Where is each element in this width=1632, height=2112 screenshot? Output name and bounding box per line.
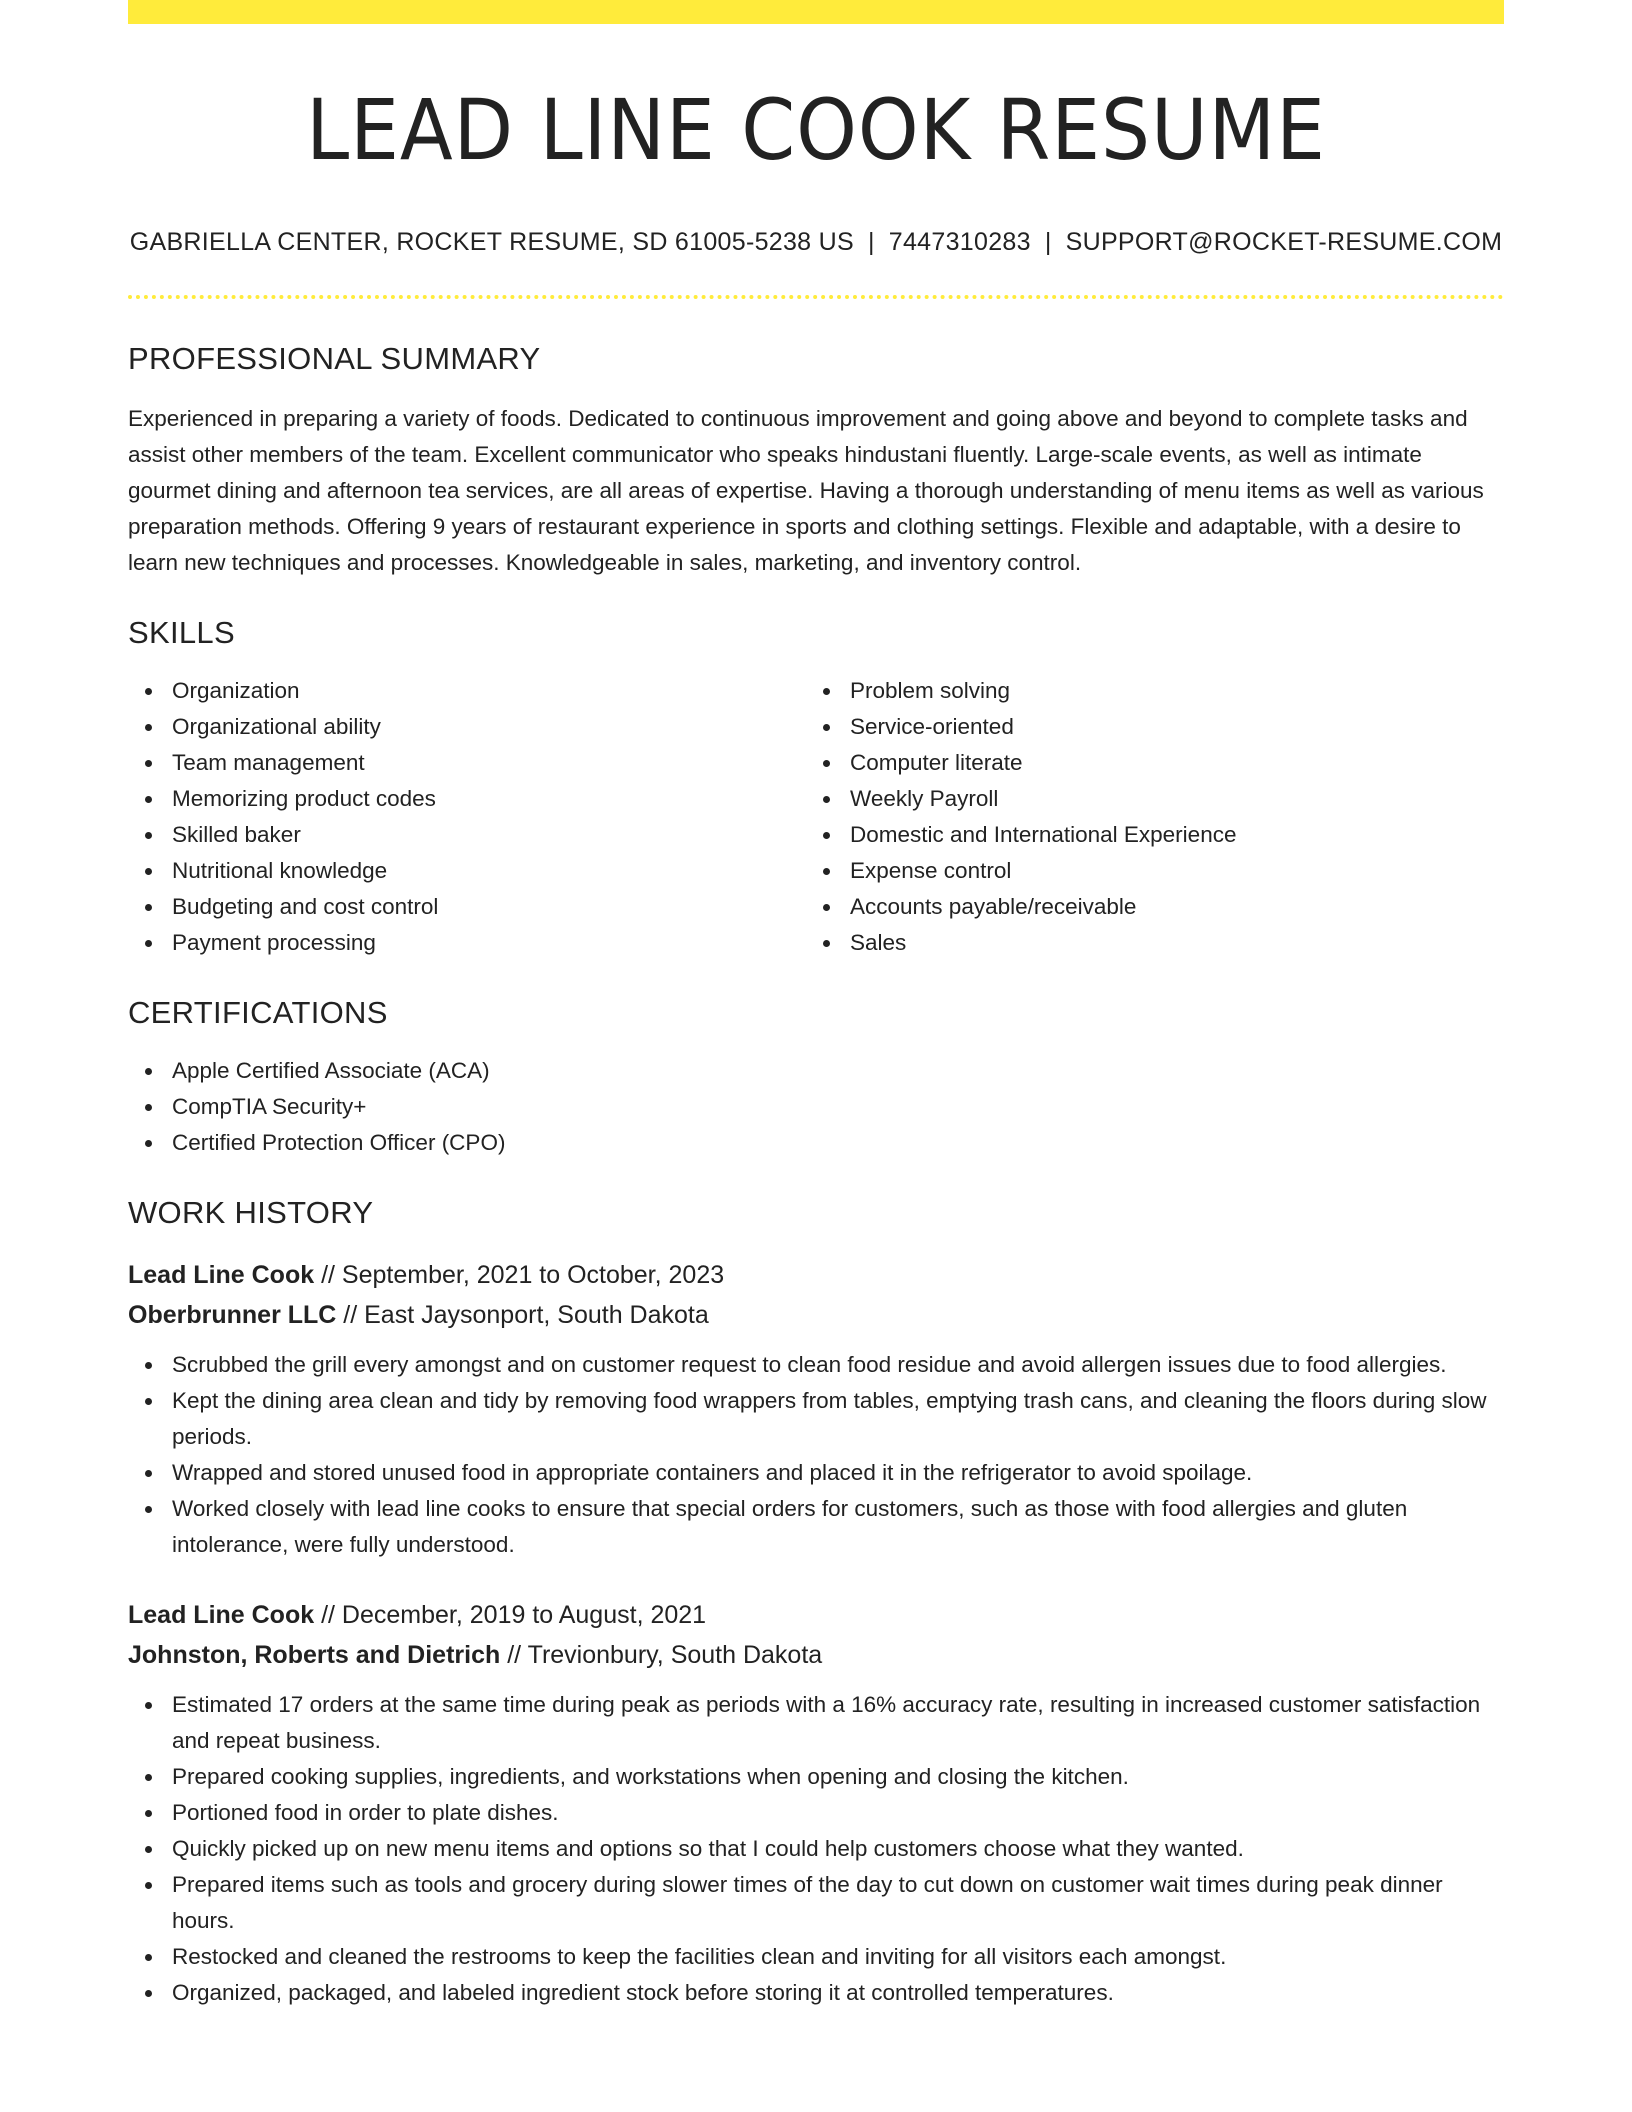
skills-list-left: [128, 673, 806, 961]
job-bullet: Organized, packaged, and labeled ingredient stock before storing it at controlled temperatures.: [128, 1975, 1504, 2011]
skill-item: Organization: [128, 673, 806, 709]
skills-list-right: [806, 673, 1504, 961]
top-accent-bar: [128, 0, 1504, 24]
skill-item: Problem solving: [806, 673, 1504, 709]
contact-email: SUPPORT@ROCKET-RESUME.COM: [1065, 228, 1503, 257]
dotted-divider: [128, 295, 1504, 299]
job-bullet-list: [128, 1347, 1504, 1563]
job-company-line: [128, 1635, 1504, 1675]
job-bullet: Wrapped and stored unused food in appropriate containers and placed it in the refrigerator to avoid spoilage.: [128, 1455, 1504, 1491]
contact-separator: |: [1044, 228, 1052, 257]
skill-item: Payment processing: [128, 925, 806, 961]
job-bullet: Worked closely with lead line cooks to ensure that special orders for customers, such as those with food allergies and gluten intolerance, were fully understood.: [128, 1491, 1504, 1563]
skill-item: Sales: [806, 925, 1504, 961]
job-dates: // September, 2021 to October, 2023: [314, 1261, 725, 1290]
skills-grid: [128, 673, 1504, 961]
summary-heading: PROFESSIONAL SUMMARY: [128, 341, 541, 377]
job-company: Johnston, Roberts and Dietrich: [128, 1641, 501, 1670]
job-entry: [128, 1255, 1504, 1563]
skill-item: Organizational ability: [128, 709, 806, 745]
job-bullet: Portioned food in order to plate dishes.: [128, 1795, 1504, 1831]
job-bullet-list: [128, 1687, 1504, 2011]
certification-item: Apple Certified Associate (ACA): [128, 1053, 1504, 1089]
job-bullet: Kept the dining area clean and tidy by removing food wrappers from tables, emptying trash cans, and cleaning the floors during slow periods.: [128, 1383, 1504, 1455]
certifications-heading: CERTIFICATIONS: [128, 995, 388, 1031]
contact-line: [128, 228, 1504, 257]
job-company-line: [128, 1295, 1504, 1335]
job-bullet: Scrubbed the grill every amongst and on customer request to clean food residue and avoid allergen issues due to food allergies.: [128, 1347, 1504, 1383]
skill-item: Expense control: [806, 853, 1504, 889]
job-dates: // December, 2019 to August, 2021: [314, 1601, 707, 1630]
job-bullet: Prepared items such as tools and grocery during slower times of the day to cut down on customer wait times during peak dinner hours.: [128, 1867, 1504, 1939]
skill-item: Team management: [128, 745, 806, 781]
job-title-line: [128, 1255, 1504, 1295]
resume-title: LEAD LINE COOK RESUME: [306, 81, 1326, 179]
certification-item: CompTIA Security+: [128, 1089, 1504, 1125]
job-bullet: Prepared cooking supplies, ingredients, and workstations when opening and closing the kitchen.: [128, 1759, 1504, 1795]
certification-item: Certified Protection Officer (CPO): [128, 1125, 1504, 1161]
skill-item: Service-oriented: [806, 709, 1504, 745]
resume-page: [128, 0, 1504, 2011]
work-history-heading: WORK HISTORY: [128, 1195, 374, 1231]
job-title-line: [128, 1595, 1504, 1635]
skill-item: Memorizing product codes: [128, 781, 806, 817]
skills-heading: SKILLS: [128, 615, 235, 651]
job-location: // Trevionbury, South Dakota: [500, 1641, 823, 1670]
certifications-list: [128, 1053, 1504, 1161]
skill-item: Weekly Payroll: [806, 781, 1504, 817]
skill-item: Domestic and International Experience: [806, 817, 1504, 853]
job-entry: [128, 1595, 1504, 2011]
skill-item: Accounts payable/receivable: [806, 889, 1504, 925]
skill-item: Nutritional knowledge: [128, 853, 806, 889]
job-bullet: Quickly picked up on new menu items and options so that I could help customers choose what they wanted.: [128, 1831, 1504, 1867]
skill-item: Skilled baker: [128, 817, 806, 853]
skill-item: Computer literate: [806, 745, 1504, 781]
job-bullet: Estimated 17 orders at the same time during peak as periods with a 16% accuracy rate, resulting in increased customer satisfaction and repeat business.: [128, 1687, 1504, 1759]
job-title: Lead Line Cook: [128, 1601, 315, 1630]
contact-phone: 7447310283: [888, 228, 1031, 257]
contact-separator: |: [867, 228, 875, 257]
summary-text: Experienced in preparing a variety of foods. Dedicated to continuous improvement and going above and beyond to complete tasks and assist other members of the team. Excellent communicator who speaks hindustani fluently. Large-scale events, as well as intimate gourmet dining and afternoon tea services, are all areas of expertise. Having a thorough understanding of menu items as well as various preparation methods. Offering 9 years of restaurant experience in sports and clothing settings. Flexible and adaptable, with a desire to learn new techniques and processes. Knowledgeable in sales, marketing, and inventory control.: [128, 406, 1484, 576]
skill-item: Budgeting and cost control: [128, 889, 806, 925]
job-location: // East Jaysonport, South Dakota: [336, 1301, 709, 1330]
job-bullet: Restocked and cleaned the restrooms to keep the facilities clean and inviting for all visitors each amongst.: [128, 1939, 1504, 1975]
job-title: Lead Line Cook: [128, 1261, 315, 1290]
job-company: Oberbrunner LLC: [128, 1301, 337, 1330]
contact-address: GABRIELLA CENTER, ROCKET RESUME, SD 61005-5238 US: [129, 228, 854, 257]
